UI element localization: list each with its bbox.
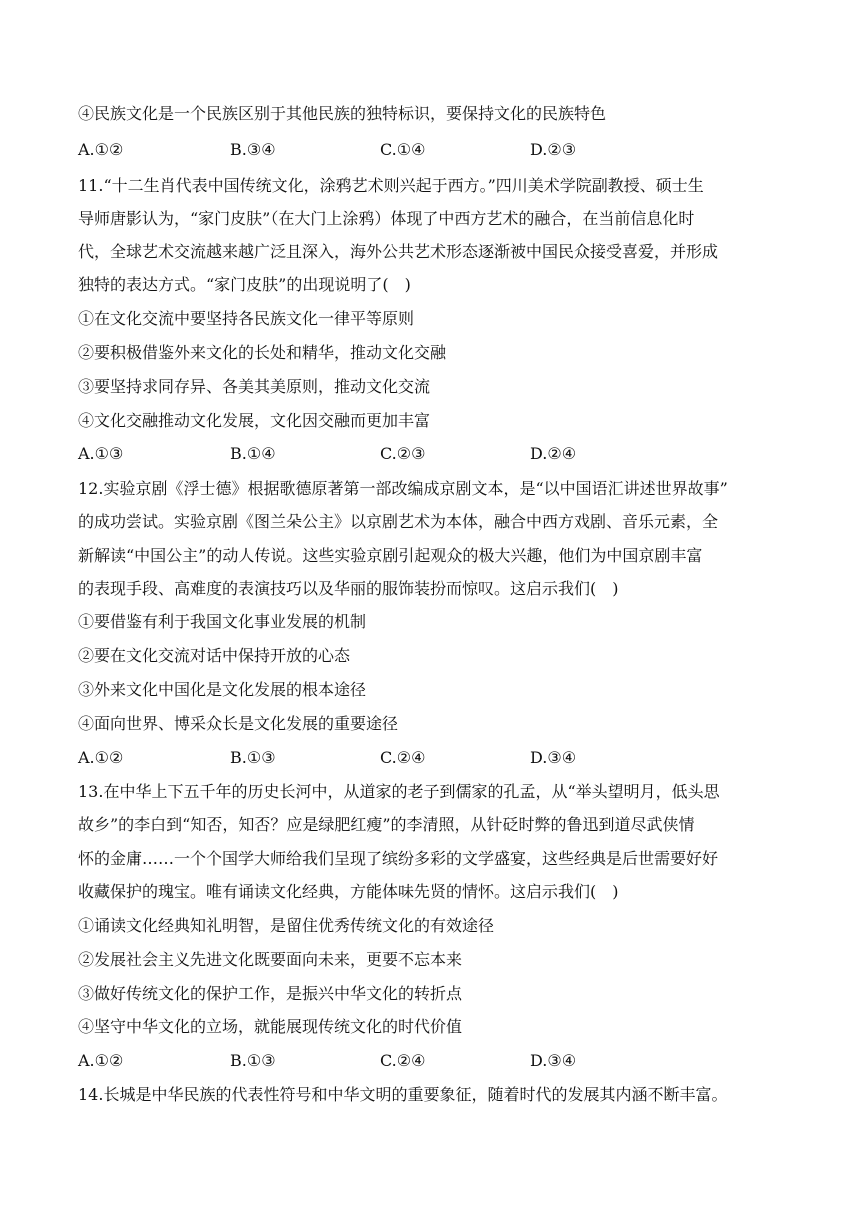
q10-options (78, 140, 793, 160)
q11-stem-line-3: 代，全球艺术交流越来越广泛且深入，海外公共艺术形态逐渐被中国民众接受喜爱，并形成 (78, 242, 719, 261)
q12-option-c: C.②④ (380, 748, 426, 767)
q11-stem-line-2: 导师唐影认为，“家门皮肤”（在大门上涂鸦）体现了中西方艺术的融合，在当前信息化时 (78, 209, 695, 228)
q12-option-b: B.①③ (230, 748, 276, 767)
q11-stem-line-1: 11.“十二生肖代表中国传统文化，涂鸦艺术则兴起于西方。”四川美术学院副教授、硕士生 (78, 176, 704, 195)
q12-statement-4: ④面向世界、博采众长是文化发展的重要途径 (78, 714, 399, 733)
q11-options (78, 444, 793, 464)
q10-option-b: B.③④ (230, 140, 276, 159)
q13-options (78, 1051, 793, 1071)
q11-statement-4: ④文化交融推动文化发展，文化因交融而更加丰富 (78, 411, 431, 430)
q13-statement-2: ②发展社会主义先进文化既要面向未来，更要不忘本来 (78, 950, 463, 969)
q10-option-d: D.②③ (530, 140, 577, 159)
q14-stem-line-1: 14.长城是中华民族的代表性符号和中华文明的重要象征，随着时代的发展其内涵不断丰富。 (78, 1085, 728, 1104)
q13-stem-line-2: 故乡”的李白到“知否，知否？应是绿肥红瘦”的李清照，从针砭时弊的鲁迅到道尽武侠情 (78, 815, 695, 834)
q11-option-a: A.①③ (78, 444, 124, 463)
q11-option-d: D.②④ (530, 444, 577, 463)
q11-statement-1: ①在文化交流中要坚持各民族文化一律平等原则 (78, 309, 415, 328)
q12-stem-line-3: 新解读“中国公主”的动人传说。这些实验京剧引起观众的极大兴趣，他们为中国京剧丰富 (78, 546, 703, 565)
q13-option-b: B.①③ (230, 1051, 276, 1070)
q13-statement-1: ①诵读文化经典知礼明智，是留住优秀传统文化的有效途径 (78, 916, 495, 935)
q11-stem-line-4: 独特的表达方式。“家门皮肤”的出现说明了( ) (78, 275, 411, 294)
q11-option-b: B.①④ (230, 444, 276, 463)
q13-stem-line-4: 收藏保护的瑰宝。唯有诵读文化经典，方能体味先贤的情怀。这启示我们( ) (78, 882, 619, 901)
q12-stem-line-1: 12.实验京剧《浮士德》根据歌德原著第一部改编成京剧文本，是“以中国语汇讲述世界故事” (78, 479, 728, 498)
q12-stem-line-4: 的表现手段、高难度的表演技巧以及华丽的服饰装扮而惊叹。这启示我们( ) (78, 579, 619, 598)
q12-options (78, 748, 793, 768)
q12-statement-1: ①要借鉴有利于我国文化事业发展的机制 (78, 612, 367, 631)
q13-stem-line-1: 13.在中华上下五千年的历史长河中，从道家的老子到儒家的孔孟，从“举头望明月，低头思 (78, 782, 720, 801)
q11-statement-3: ③要坚持求同存异、各美其美原则，推动文化交流 (78, 377, 431, 396)
q10-statement-4: ④民族文化是一个民族区别于其他民族的独特标识，要保持文化的民族特色 (78, 104, 607, 123)
q10-option-a: A.①② (78, 140, 124, 159)
q13-option-d: D.③④ (530, 1051, 577, 1070)
q13-stem-line-3: 怀的金庸……一个个国学大师给我们呈现了缤纷多彩的文学盛宴，这些经典是后世需要好好 (78, 849, 719, 868)
q13-statement-3: ③做好传统文化的保护工作，是振兴中华文化的转折点 (78, 984, 463, 1003)
q11-statement-2: ②要积极借鉴外来文化的长处和精华，推动文化交融 (78, 343, 447, 362)
q13-statement-4: ④坚守中华文化的立场，就能展现传统文化的时代价值 (78, 1017, 463, 1036)
q11-option-c: C.②③ (380, 444, 426, 463)
q12-statement-3: ③外来文化中国化是文化发展的根本途径 (78, 680, 367, 699)
q12-stem-line-2: 的成功尝试。实验京剧《图兰朵公主》以京剧艺术为本体，融合中西方戏剧、音乐元素，全 (78, 512, 719, 531)
q12-statement-2: ②要在文化交流对话中保持开放的心态 (78, 646, 351, 665)
q12-option-a: A.①② (78, 748, 124, 767)
q10-option-c: C.①④ (380, 140, 426, 159)
q13-option-c: C.②④ (380, 1051, 426, 1070)
q12-option-d: D.③④ (530, 748, 577, 767)
q13-option-a: A.①② (78, 1051, 124, 1070)
